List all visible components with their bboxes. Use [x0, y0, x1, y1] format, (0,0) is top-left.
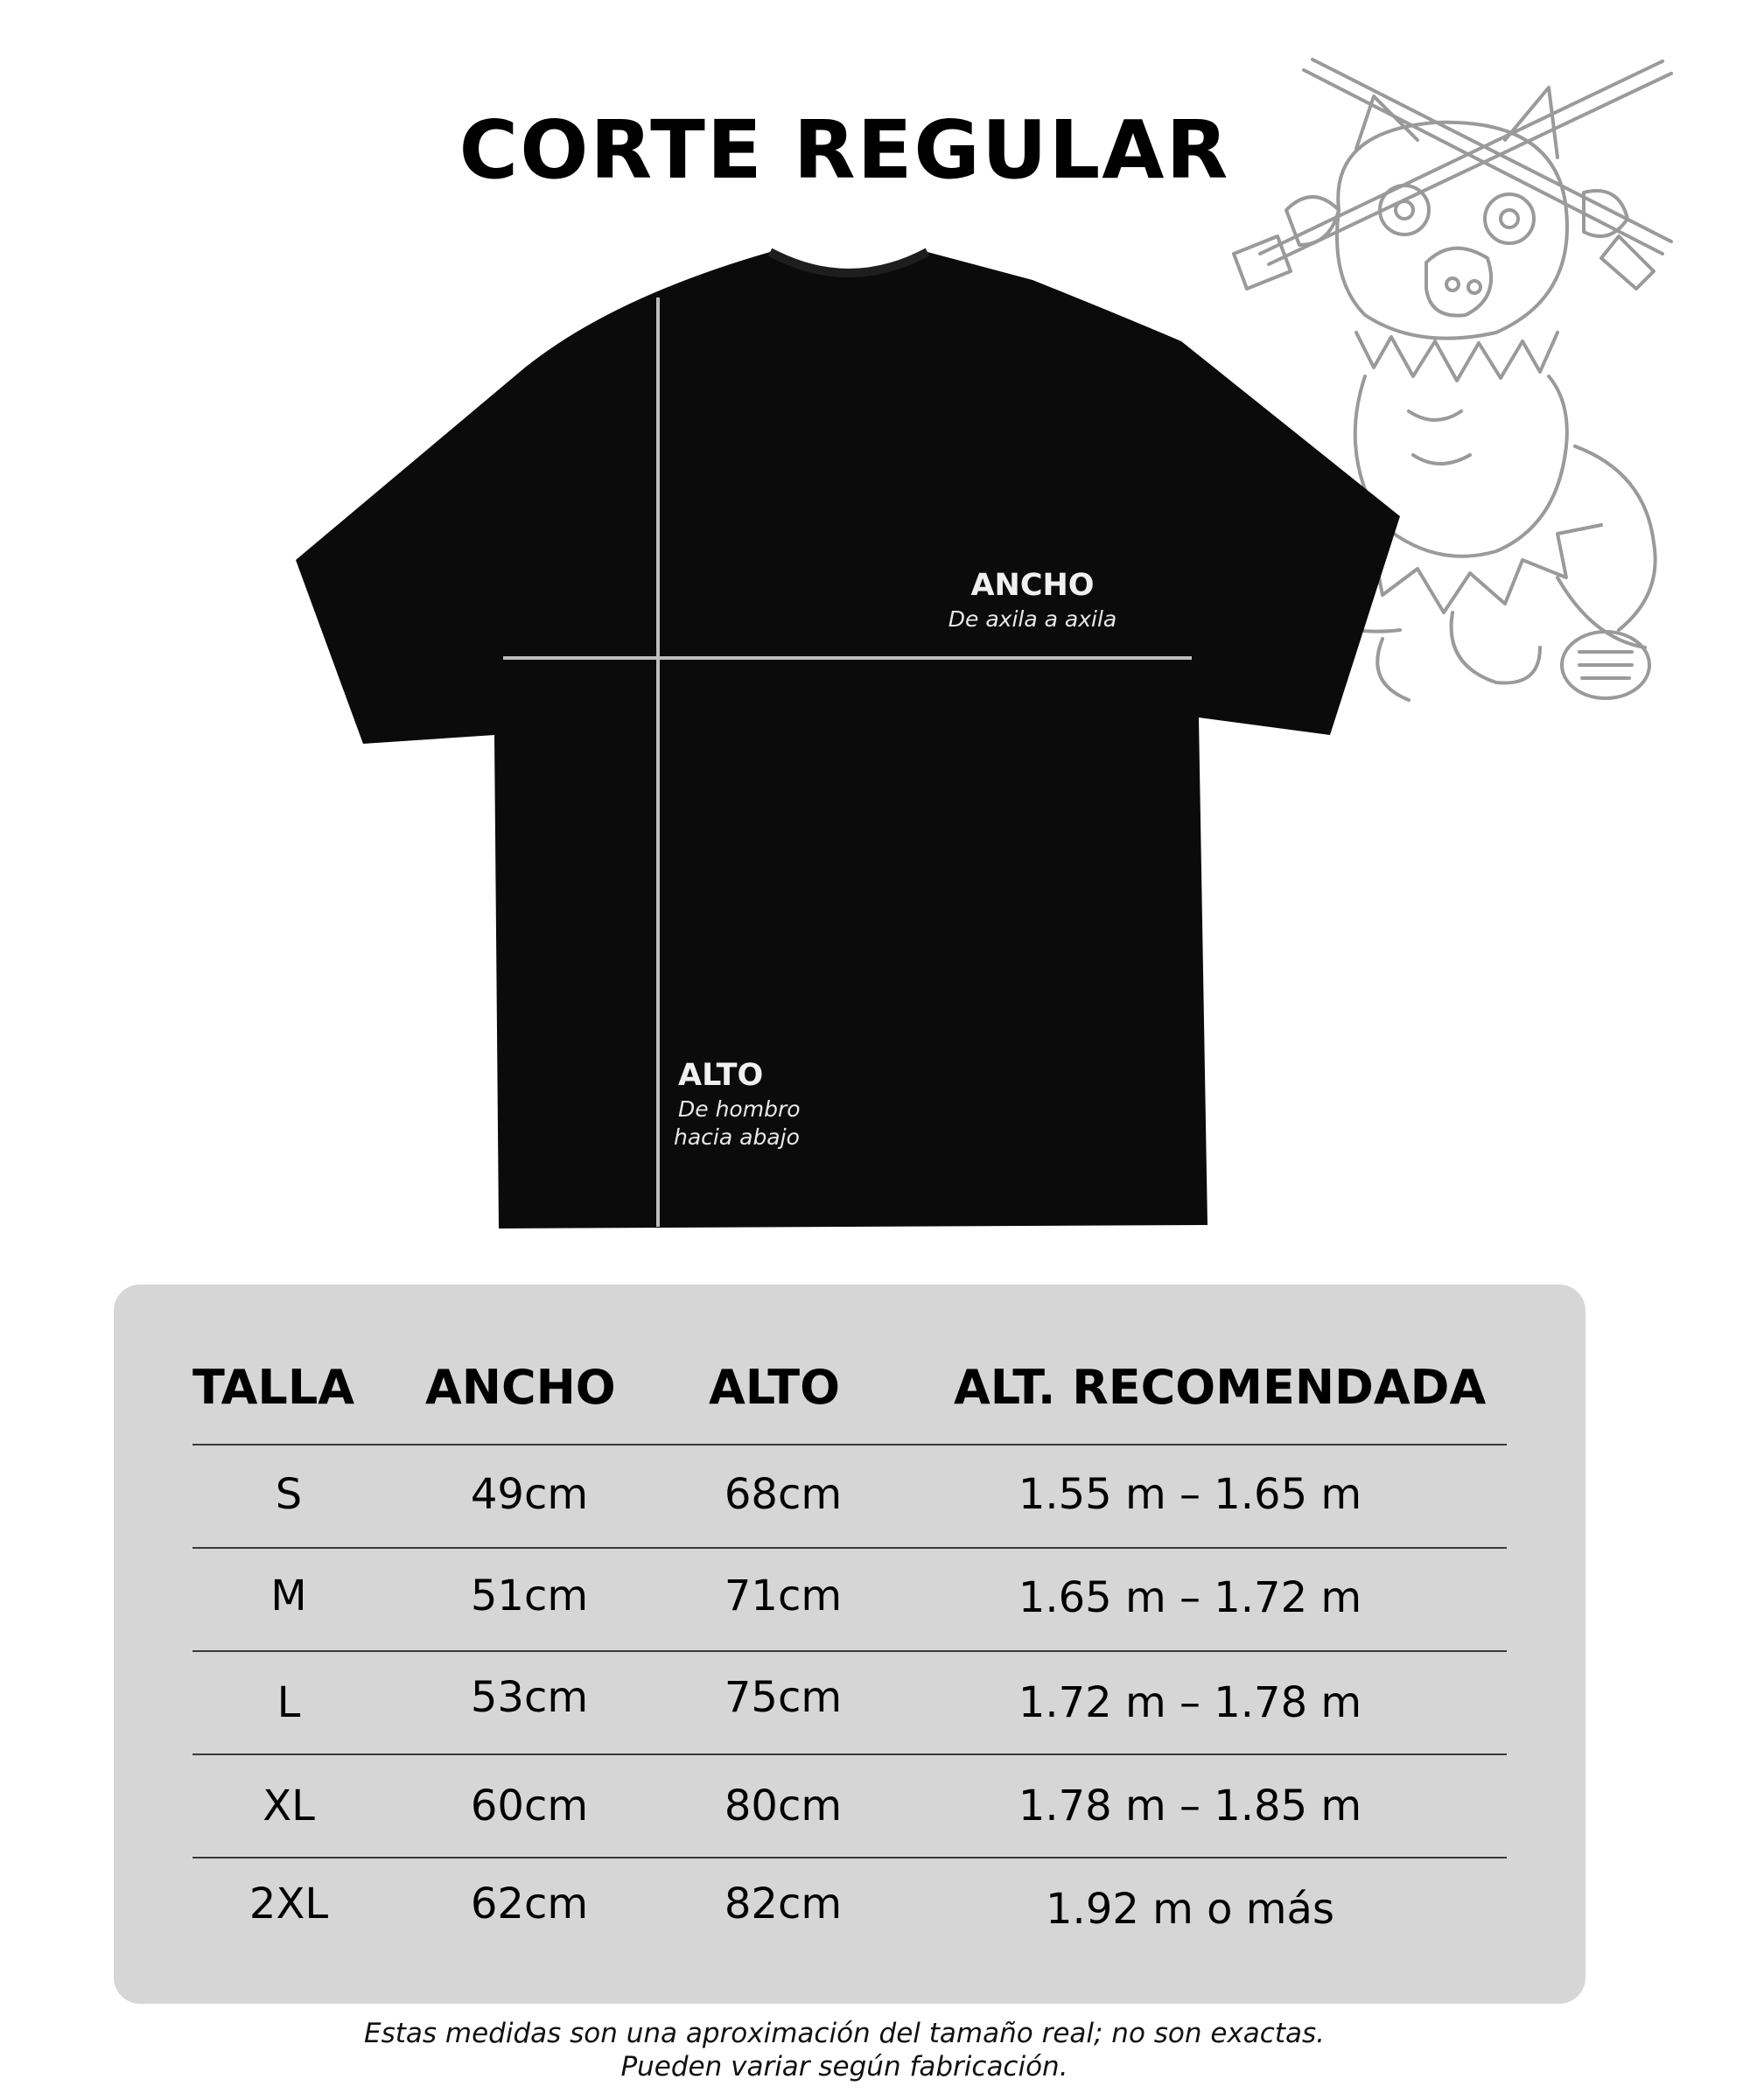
height-description-line1: De hombro	[678, 1096, 801, 1122]
size-table	[114, 1284, 1586, 2004]
recommended-height-cell: 1.92 m o más	[1046, 1885, 1334, 1934]
recommended-height-cell: 1.65 m – 1.72 m	[1018, 1573, 1362, 1622]
header-recommended-height: ALT. RECOMENDADA	[954, 1360, 1487, 1415]
height-cell: 80cm	[724, 1782, 843, 1830]
size-cell: L	[276, 1678, 301, 1727]
width-description: De axila a axila	[948, 606, 1117, 632]
size-cell: S	[275, 1470, 303, 1519]
table-divider	[192, 1857, 1507, 1858]
width-cell: 53cm	[470, 1673, 589, 1722]
width-cell: 49cm	[470, 1470, 589, 1519]
size-cell: M	[270, 1572, 307, 1620]
height-cell: 71cm	[724, 1572, 843, 1620]
disclaimer-line-2: Pueden variar según fabricación.	[620, 2051, 1068, 2082]
recommended-height-cell: 1.55 m – 1.65 m	[1018, 1470, 1362, 1519]
disclaimer-line-1: Estas medidas son una aproximación del tamaño real; no son exactas.	[363, 2018, 1326, 2049]
size-cell: XL	[262, 1782, 315, 1830]
table-divider	[192, 1444, 1507, 1446]
size-cell: 2XL	[248, 1880, 329, 1928]
table-divider	[192, 1547, 1507, 1549]
header-width: ANCHO	[425, 1360, 616, 1415]
tshirt-icon	[280, 245, 1418, 1242]
recommended-height-cell: 1.72 m – 1.78 m	[1018, 1678, 1362, 1727]
header-height: ALTO	[709, 1360, 841, 1415]
table-divider	[192, 1650, 1507, 1652]
height-description-line2: hacia abajo	[674, 1124, 800, 1150]
height-label: ALTO	[678, 1058, 764, 1093]
height-cell: 75cm	[724, 1673, 843, 1722]
width-label: ANCHO	[970, 568, 1095, 603]
table-divider	[192, 1754, 1507, 1755]
height-cell: 68cm	[724, 1470, 843, 1519]
page-title: CORTE REGULAR	[458, 103, 1230, 197]
width-cell: 62cm	[470, 1880, 589, 1928]
recommended-height-cell: 1.78 m – 1.85 m	[1018, 1782, 1362, 1830]
height-cell: 82cm	[724, 1880, 843, 1928]
width-cell: 60cm	[470, 1782, 589, 1830]
tshirt-body	[296, 252, 1400, 1228]
width-cell: 51cm	[470, 1572, 589, 1620]
header-size: TALLA	[192, 1360, 355, 1415]
